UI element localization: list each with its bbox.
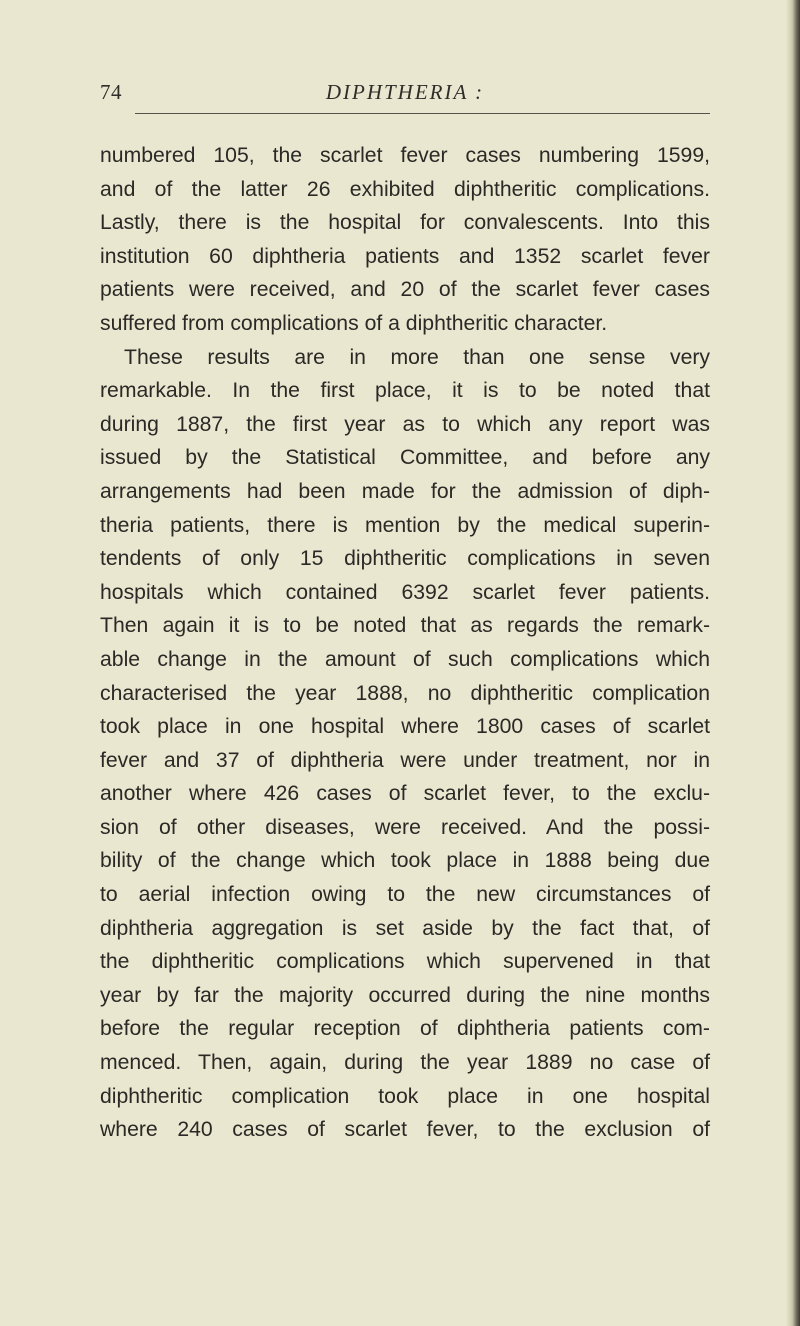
- running-title: DIPHTHERIA :: [325, 80, 485, 104]
- text-line: These results are in more than one sense very: [124, 345, 710, 369]
- text-line: arrangements had been made for the admission of diph-: [100, 479, 710, 503]
- text-line: sion of other diseases, were received. And the possi-: [100, 815, 710, 839]
- text-line: the diphtheritic complications which supervened in that: [100, 950, 710, 974]
- text-line: took place in one hospital where 1800 cases of scarlet: [100, 715, 710, 739]
- text-line: able change in the amount of such complications which: [100, 647, 710, 671]
- text-line: and of the latter 26 exhibited diphtheritic complications.: [100, 177, 710, 201]
- text-line: Lastly, there is the hospital for convalescents. Into this: [100, 211, 710, 235]
- text-line: remarkable. In the first place, it is to be noted that: [100, 379, 710, 403]
- text-line: theria patients, there is mention by the medical superin-: [100, 513, 710, 537]
- body-text: [100, 139, 710, 1147]
- text-line: characterised the year 1888, no diphtheritic complication: [100, 681, 710, 705]
- text-line: hospitals which contained 6392 scarlet fever patients.: [100, 580, 710, 604]
- page-number: 74: [100, 80, 122, 104]
- text-line: numbered 105, the scarlet fever cases numbering 1599,: [100, 144, 710, 167]
- text-line: another where 426 cases of scarlet fever, to the exclu-: [100, 782, 710, 806]
- text-line: Then again it is to be noted that as regards the remark-: [100, 614, 710, 638]
- text-line: suffered from complications of a diphtheritic character.: [100, 311, 608, 335]
- text-line: tendents of only 15 diphtheritic complications in seven: [100, 547, 710, 571]
- text-line: patients were received, and 20 of the scarlet fever cases: [100, 278, 710, 302]
- text-line: before the regular reception of diphtheria patients com-: [100, 1017, 710, 1041]
- page-binding-edge: [786, 0, 800, 1326]
- text-line: fever and 37 of diphtheria were under treatment, nor in: [100, 748, 710, 772]
- text-line: issued by the Statistical Committee, and before any: [100, 446, 710, 470]
- text-line: diphtheria aggregation is set aside by the fact that, of: [100, 916, 710, 940]
- text-line: during 1887, the first year as to which any report was: [100, 412, 710, 436]
- text-line: diphtheritic complication took place in one hospital: [100, 1084, 710, 1108]
- text-line: institution 60 diphtheria patients and 1352 scarlet fever: [100, 244, 710, 268]
- text-line: year by far the majority occurred during the nine months: [100, 983, 710, 1007]
- page-header: [100, 80, 710, 120]
- text-line: where 240 cases of scarlet fever, to the exclusion of: [100, 1118, 710, 1142]
- text-line: menced. Then, again, during the year 1889 no case of: [100, 1051, 710, 1075]
- text-line: bility of the change which took place in 1888 being due: [100, 849, 710, 873]
- text-line: to aerial infection owing to the new circumstances of: [100, 883, 710, 907]
- header-rule: [135, 113, 710, 114]
